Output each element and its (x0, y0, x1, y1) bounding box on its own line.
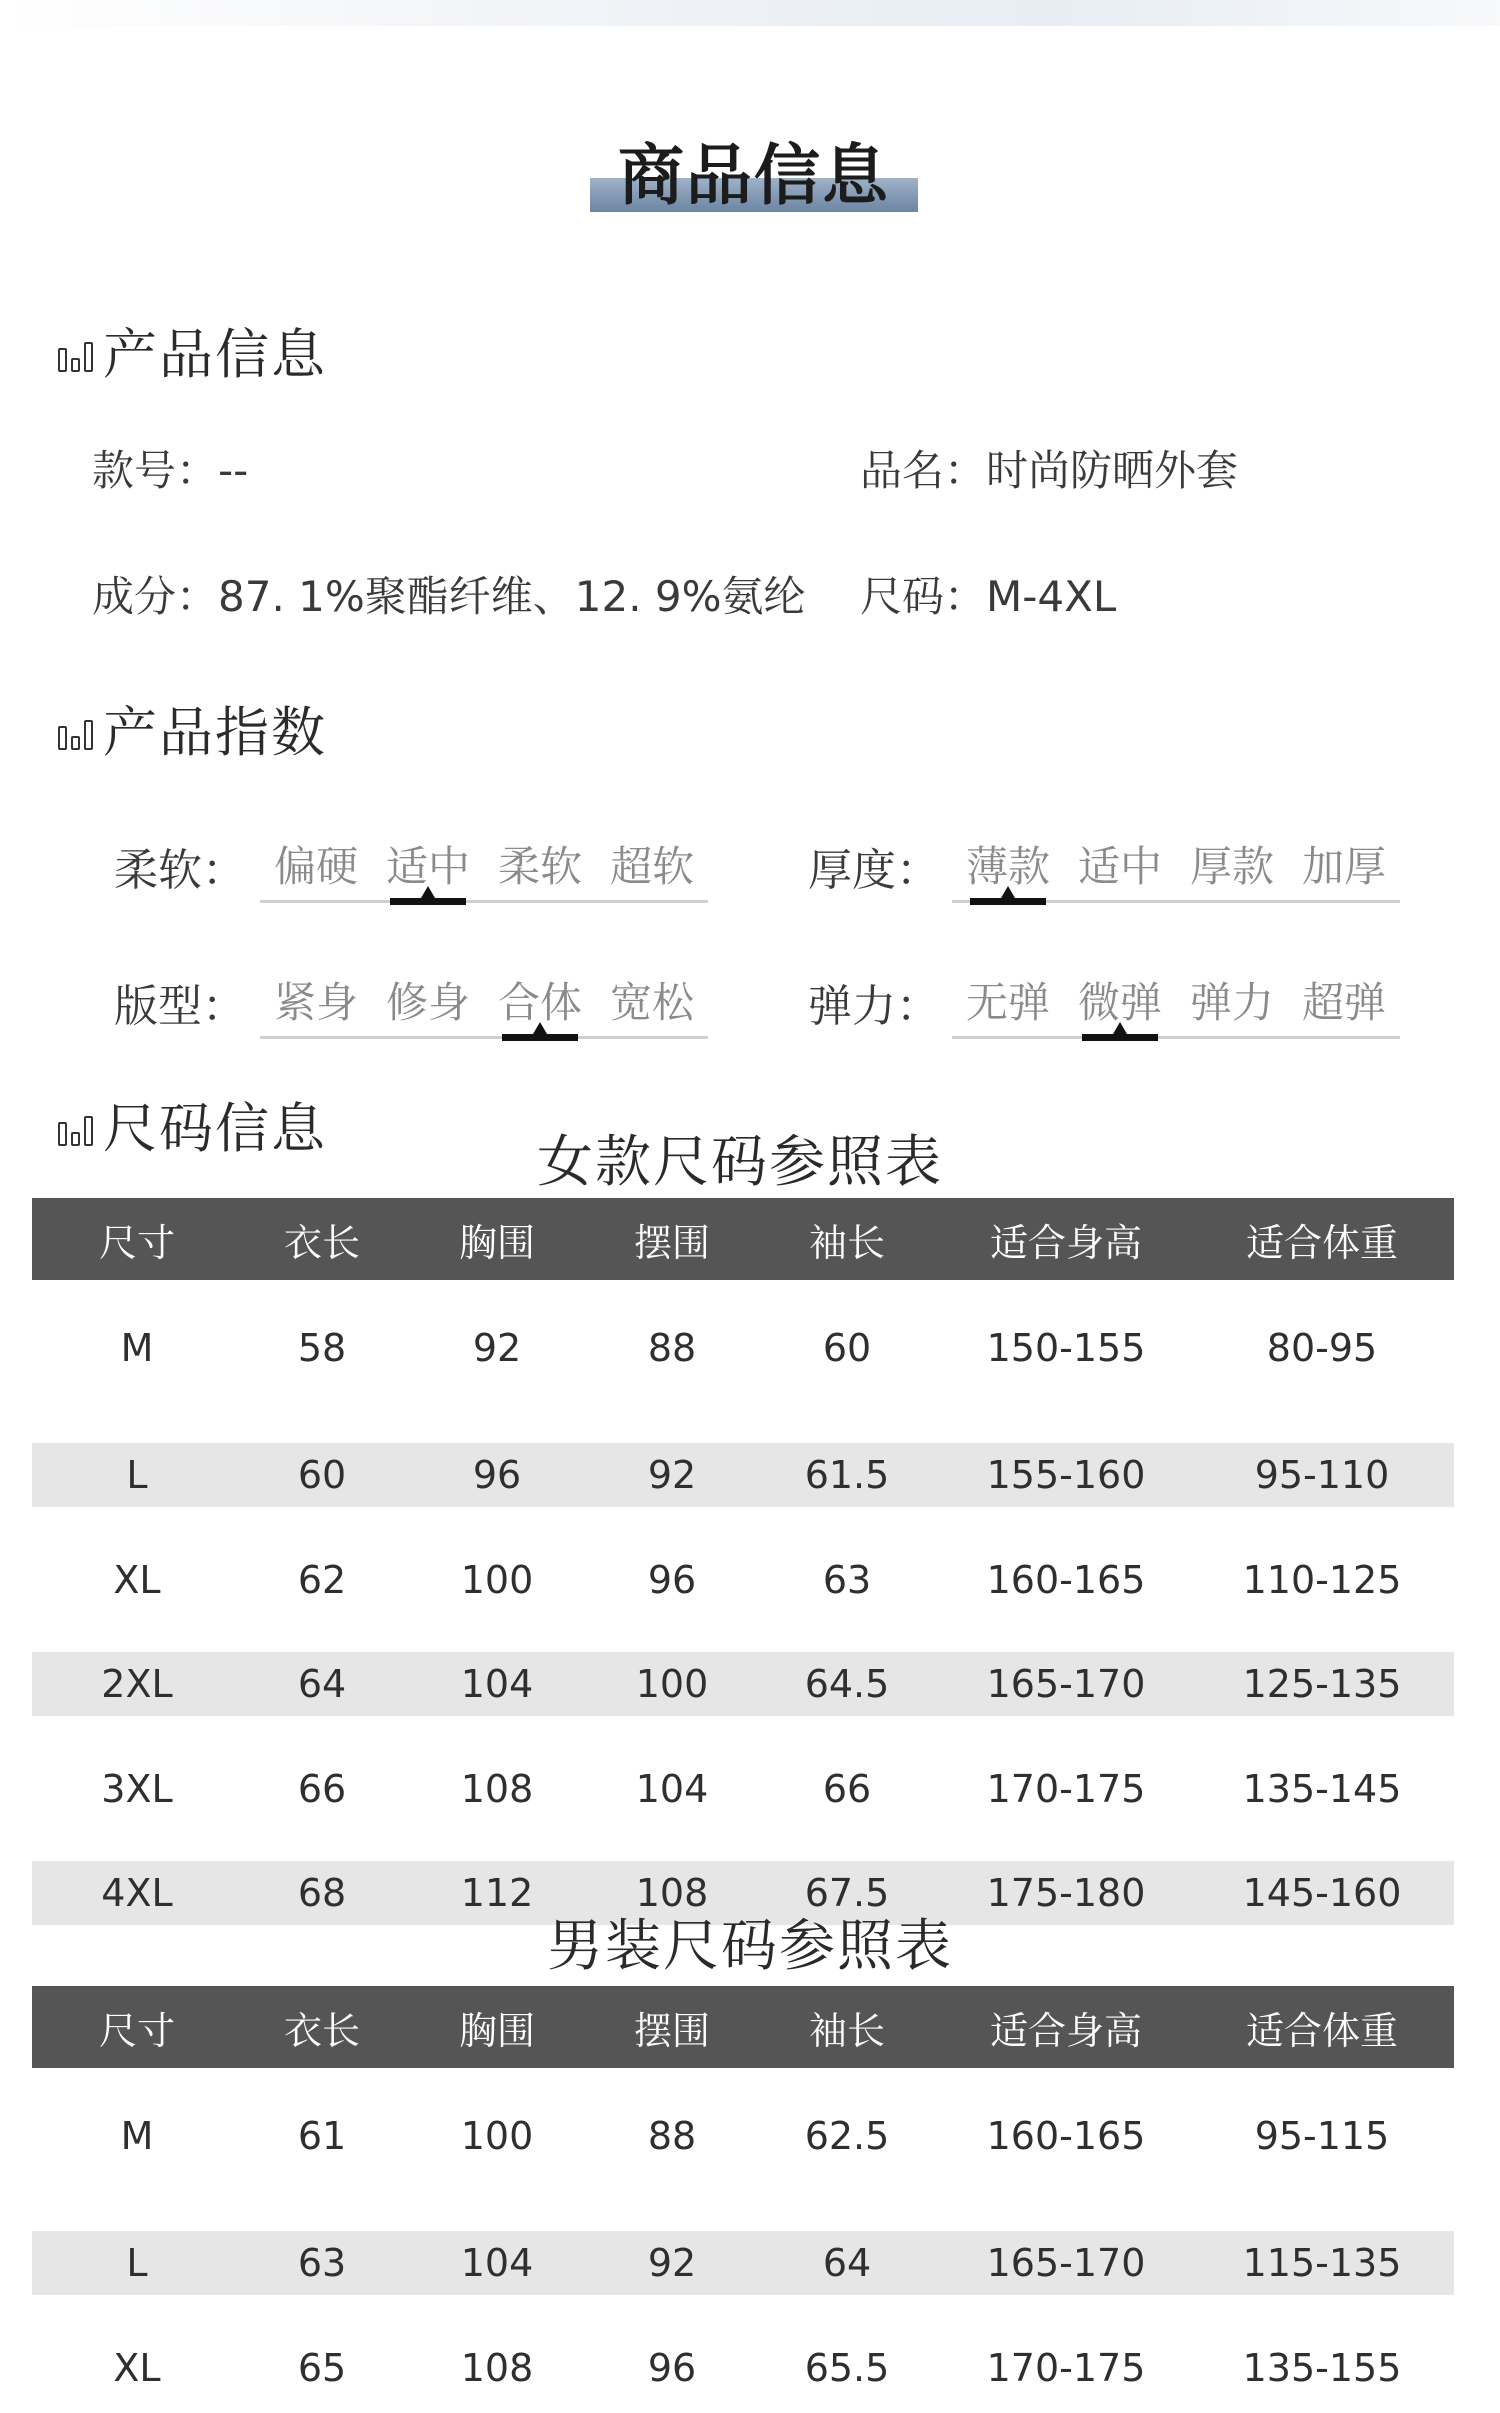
table-cell: 100 (460, 2114, 534, 2158)
table-cell: 63 (822, 1557, 872, 1602)
table-cell: 61 (297, 2114, 347, 2158)
column-header: 衣长 (242, 1986, 402, 2068)
scale-selected-marker (502, 1034, 578, 1041)
fit-scale (260, 970, 708, 1044)
row-spacer (32, 2295, 1454, 2322)
table-cell: 100 (592, 1652, 752, 1716)
thickness-label: 厚度： (808, 845, 940, 896)
size-range: 尺码：M-4XL (860, 572, 1117, 621)
scale-option: 超软 (609, 842, 694, 891)
table-cell: 64.5 (752, 1652, 942, 1716)
table-header-row (32, 1986, 1454, 2068)
column-header: 袖长 (752, 1198, 942, 1280)
table-cell: XL (113, 1557, 161, 1602)
table-cell: 61.5 (752, 1443, 942, 1507)
table-cell: 125-135 (1190, 1652, 1454, 1716)
style-number: 款号：-- (92, 446, 249, 495)
column-header: 尺寸 (32, 1198, 242, 1280)
scale-option: 修身 (385, 978, 470, 1027)
men-size-table (32, 1986, 1454, 2413)
table-cell: 145-160 (1190, 1861, 1454, 1925)
composition: 成分：87. 1%聚酯纤维、12. 9%氨纶 (92, 572, 806, 621)
table-header-row (32, 1198, 1454, 1280)
table-cell: 65 (297, 2345, 347, 2390)
table-cell: 92 (592, 1443, 752, 1507)
scale-option: 柔软 (497, 842, 582, 891)
column-header: 胸围 (402, 1198, 592, 1280)
page-title: 商品信息 (618, 137, 890, 214)
scale-option: 合体 (497, 978, 582, 1027)
column-header: 袖长 (752, 1986, 942, 2068)
column-header: 适合体重 (1190, 1198, 1454, 1280)
table-cell: 92 (592, 2231, 752, 2295)
scale-track (260, 900, 708, 903)
row-spacer (32, 2204, 1454, 2231)
table-cell: 88 (647, 1326, 697, 1370)
table-cell: 170-175 (986, 2345, 1146, 2390)
row-spacer (32, 1625, 1454, 1652)
scale-option: 紧身 (273, 978, 358, 1027)
table-cell: 175-180 (942, 1861, 1190, 1925)
table-row (32, 2322, 1454, 2413)
row-spacer (32, 1834, 1454, 1861)
scale-option: 超弹 (1301, 978, 1386, 1027)
table-cell: 80-95 (1266, 1326, 1378, 1370)
table-cell: 170-175 (986, 1766, 1146, 1811)
softness-label: 柔软： (114, 845, 246, 896)
column-header: 尺寸 (32, 1986, 242, 2068)
scale-option: 无弹 (965, 978, 1050, 1027)
scale-option: 微弹 (1077, 978, 1162, 1027)
row-spacer (32, 1716, 1454, 1743)
row-spacer (32, 1416, 1454, 1443)
table-row (32, 1280, 1454, 1416)
table-cell: 165-170 (942, 2231, 1190, 2295)
table-cell: 67.5 (752, 1861, 942, 1925)
table-cell: 58 (297, 1326, 347, 1370)
women-size-table (32, 1198, 1454, 1952)
bar-chart-icon (58, 720, 93, 750)
table-cell: 60 (242, 1443, 402, 1507)
table-cell: 66 (297, 1766, 347, 1811)
top-decorative-band (0, 0, 1500, 26)
table-cell: 96 (647, 1557, 697, 1602)
scale-option: 偏硬 (273, 842, 358, 891)
table-cell: 66 (822, 1766, 872, 1811)
table-cell: 160-165 (986, 1557, 1146, 1602)
table-cell: M (120, 2114, 154, 2158)
table-row (32, 2231, 1454, 2295)
scale-option: 弹力 (1189, 978, 1274, 1027)
thickness-scale (952, 834, 1400, 908)
table-cell: 104 (402, 2231, 592, 2295)
table-row (32, 2068, 1454, 2204)
table-cell: 165-170 (942, 1652, 1190, 1716)
elasticity-scale (952, 970, 1400, 1044)
scale-option: 薄款 (965, 842, 1050, 891)
bar-chart-icon (58, 342, 93, 372)
table-cell: 135-145 (1242, 1766, 1402, 1811)
elasticity-label: 弹力： (808, 981, 940, 1032)
size-info-heading: 尺码信息 (58, 1086, 327, 1163)
scale-option: 适中 (385, 842, 470, 891)
product-name: 品名：时尚防晒外套 (860, 446, 1239, 495)
column-header: 摆围 (592, 1986, 752, 2068)
column-header: 适合身高 (942, 1986, 1190, 2068)
table-cell: 155-160 (942, 1443, 1190, 1507)
product-index-heading: 产品指数 (58, 690, 327, 767)
column-header: 适合身高 (942, 1198, 1190, 1280)
column-header: 适合体重 (1190, 1986, 1454, 2068)
table-cell: 60 (822, 1326, 872, 1370)
scale-track (952, 1036, 1400, 1039)
scale-option: 加厚 (1301, 842, 1386, 891)
table-cell: L (32, 1443, 242, 1507)
table-cell: 104 (402, 1652, 592, 1716)
table-cell: 68 (242, 1861, 402, 1925)
table-cell: 115-135 (1190, 2231, 1454, 2295)
men-size-table-title: 男装尺码参照表 (547, 1914, 953, 1979)
page-title-banner (590, 122, 918, 212)
table-cell: 104 (635, 1766, 709, 1811)
table-cell: 110-125 (1242, 1557, 1402, 1602)
table-cell: 62 (297, 1557, 347, 1602)
product-info-heading: 产品信息 (58, 312, 327, 389)
table-cell: 95-115 (1254, 2114, 1390, 2158)
table-cell: 96 (402, 1443, 592, 1507)
table-cell: 2XL (32, 1652, 242, 1716)
table-cell: 108 (592, 1861, 752, 1925)
table-cell: 112 (402, 1861, 592, 1925)
scale-track (260, 1036, 708, 1039)
table-cell: 150-155 (986, 1326, 1146, 1370)
scale-selected-marker (390, 898, 466, 905)
table-cell: 108 (460, 2345, 534, 2390)
table-cell: 64 (242, 1652, 402, 1716)
column-header: 摆围 (592, 1198, 752, 1280)
table-row (32, 1743, 1454, 1834)
column-header: 胸围 (402, 1986, 592, 2068)
table-cell: 88 (647, 2114, 697, 2158)
column-header: 衣长 (242, 1198, 402, 1280)
table-cell: 4XL (32, 1861, 242, 1925)
table-cell: 62.5 (804, 2114, 890, 2158)
table-cell: 63 (242, 2231, 402, 2295)
softness-scale (260, 834, 708, 908)
table-cell: 100 (460, 1557, 534, 1602)
table-cell: M (120, 1326, 154, 1370)
table-cell: 95-110 (1190, 1443, 1454, 1507)
scale-option: 宽松 (609, 978, 694, 1027)
scale-selected-marker (1082, 1034, 1158, 1041)
table-cell: XL (113, 2345, 161, 2390)
women-size-table-title: 女款尺码参照表 (537, 1130, 943, 1195)
table-cell: 160-165 (986, 2114, 1146, 2158)
table-cell: 108 (460, 1766, 534, 1811)
scale-selected-marker (970, 898, 1046, 905)
table-cell: 64 (752, 2231, 942, 2295)
scale-option: 厚款 (1189, 842, 1274, 891)
table-row (32, 1443, 1454, 1507)
table-cell: L (32, 2231, 242, 2295)
table-row (32, 1534, 1454, 1625)
row-spacer (32, 1507, 1454, 1534)
table-cell: 3XL (101, 1766, 173, 1811)
table-cell: 135-155 (1242, 2345, 1402, 2390)
table-row (32, 1652, 1454, 1716)
table-cell: 96 (647, 2345, 697, 2390)
scale-option: 适中 (1077, 842, 1162, 891)
table-cell: 92 (472, 1326, 522, 1370)
fit-label: 版型： (114, 981, 246, 1032)
table-cell: 65.5 (804, 2345, 890, 2390)
